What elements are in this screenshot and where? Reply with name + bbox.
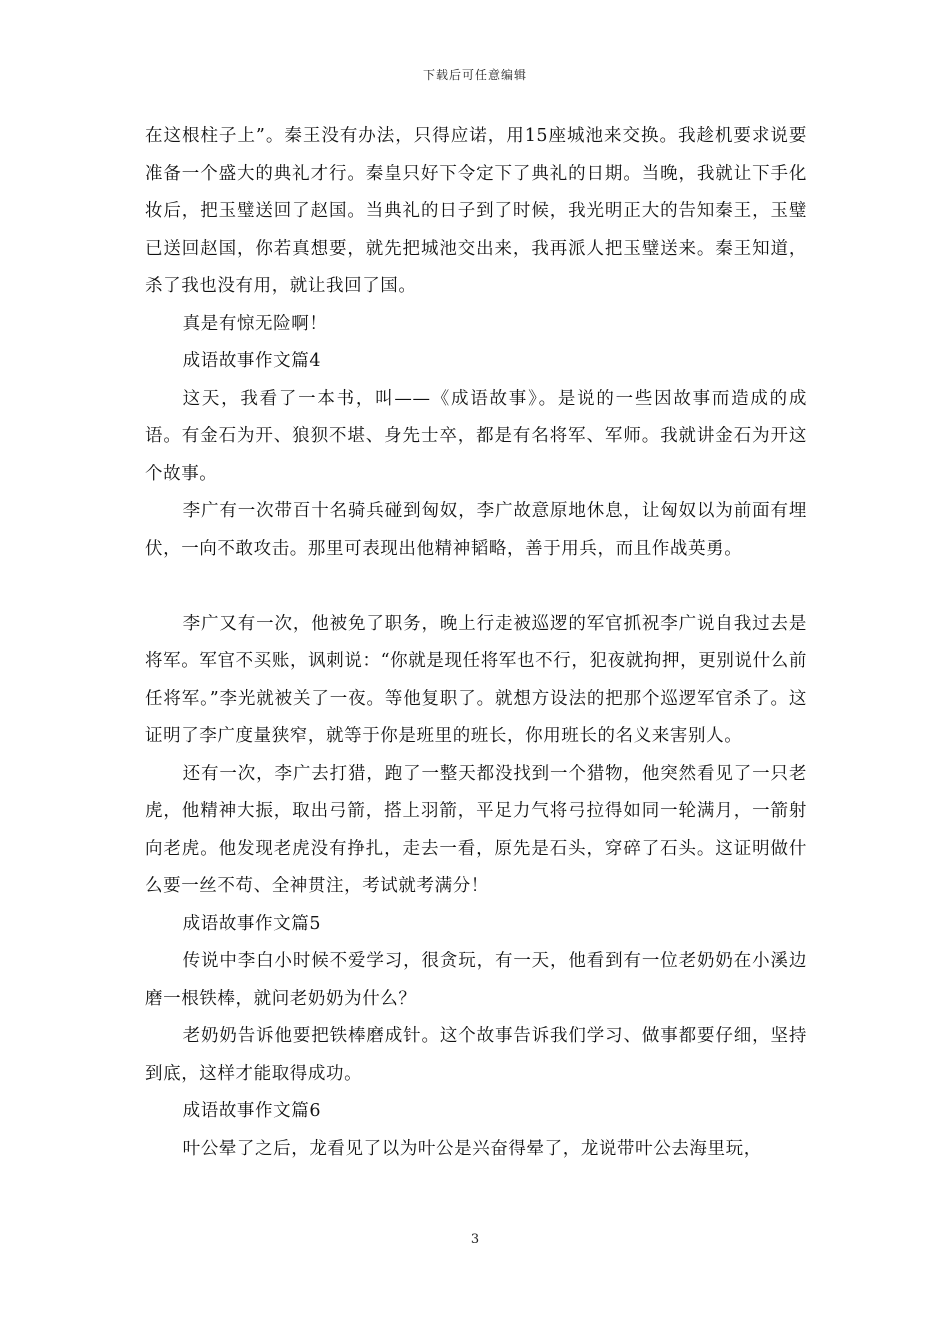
section-heading: 成语故事作文篇6: [182, 1101, 322, 1121]
paragraph: 真是有惊无险啊！: [182, 313, 328, 334]
paragraph: 叶公晕了之后，龙看见了以为叶公是兴奋得晕了，龙说带叶公去海里玩，: [182, 1138, 762, 1159]
section-heading: 成语故事作文篇5: [182, 913, 322, 934]
paragraph: 还有一次，李广去打猎，跑了一整天都没找到一个猎物，他突然看见了一只老虎，他精神大振，取出弓箭，搭上羽箭，平足力气将弓拉得如同一轮满月，一箭射向老虎。他发现老虎没有挣扎，走去一看，原先是石头，穿碎了石头。这证明做什么要一丝不苟、全神贯注，考试就考满分！: [145, 763, 807, 896]
section-heading: 成语故事作文篇4: [182, 351, 322, 371]
paragraph: 李广又有一次，他被免了职务，晚上行走被巡逻的军官抓祝李广说自我过去是将军。军官不买账，讽刺说：“你就是现任将军也不行，犯夜就拘押，更别说什么前任将军。”李光就被关了一夜。等他复职了。就想方设法的把那个巡逻军官杀了。这证明了李广度量狭窄，就等于你是班里的班长，你用班长的名义来害别人。: [145, 613, 807, 746]
page-header: 下载后可任意编辑: [422, 68, 527, 82]
paragraph: 老奶奶告诉他要把铁棒磨成针。这个故事告诉我们学习、做事都要仔细，坚持到底，这样才能取得成功。: [145, 1026, 807, 1084]
document-body: [145, 118, 807, 1168]
paragraph-continuation: 在这根柱子上”。秦王没有办法，只得应诺，用15座城池来交换。我趁机要求说要准备一个盛大的典礼才行。秦皇只好下令定下了典礼的日期。当晚，我就让下手化妆后，把玉璧送回了赵国。当典礼的日子到了时候，我光明正大的告知秦王，玉璧已送回赵国，你若真想要，就先把城池交出来，我再派人把玉璧送来。秦王知道，杀了我也没有用，就让我回了国。: [145, 126, 807, 296]
paragraph: 李广有一次带百十名骑兵碰到匈奴，李广故意原地休息，让匈奴以为前面有埋伏，一向不敢攻击。那里可表现出他精神韬略，善于用兵，而且作战英勇。: [145, 501, 807, 559]
paragraph: 这天，我看了一本书，叫——《成语故事》。是说的一些因故事而造成的成语。有金石为开、狼狈不堪、身先士卒，都是有名将军、军师。我就讲金石为开这个故事。: [145, 388, 807, 484]
page-number: 3: [470, 1232, 480, 1247]
paragraph: 传说中李白小时候不爱学习，很贪玩，有一天，他看到有一位老奶奶在小溪边磨一根铁棒，就问老奶奶为什么？: [145, 951, 807, 1009]
blank-line: [145, 568, 807, 606]
